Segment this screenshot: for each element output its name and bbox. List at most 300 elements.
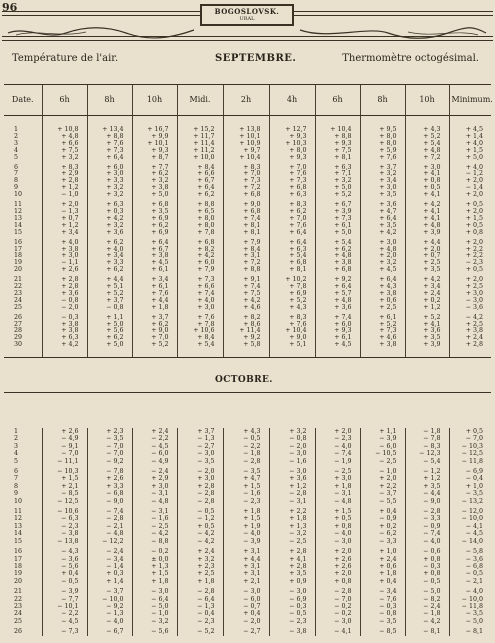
temperature-cell: − 4,0 xyxy=(449,585,491,595)
temperature-cell: − 1,6 xyxy=(269,458,315,465)
table-row xyxy=(4,458,491,465)
column-header: 10h xyxy=(405,85,449,116)
temperature-cell: + 4,2 xyxy=(87,216,132,223)
temperature-cell: + 3,8 xyxy=(42,247,87,254)
temperature-cell: + 3,2 xyxy=(360,260,405,267)
temperature-cell: − 6,4 xyxy=(177,596,223,603)
temperature-cell: + 6,4 xyxy=(177,185,223,192)
temperature-cell: + 1,4 xyxy=(449,134,491,141)
temperature-cell: + 9,7 xyxy=(223,148,269,155)
table-row xyxy=(4,428,491,435)
temperature-cell: + 6,7 xyxy=(315,199,360,209)
month-title-october: OCTOBRE. xyxy=(215,375,273,385)
temperature-cell: − 4,2 xyxy=(449,312,491,322)
temperature-cell: + 7,0 xyxy=(269,162,315,172)
temperature-cell: − 3,5 xyxy=(87,435,132,442)
temperature-cell: − 7,0 xyxy=(42,450,87,457)
temperature-cell: + 5,9 xyxy=(360,148,405,155)
temperature-cell: + 3,9 xyxy=(405,342,449,357)
temperature-cell: + 2,4 xyxy=(405,291,449,298)
temperature-cell: − 3,0 xyxy=(315,618,360,625)
temperature-cell: + 8,3 xyxy=(269,312,315,322)
temperature-cell: + 4,1 xyxy=(269,556,315,563)
temperature-cell: + 1,5 xyxy=(449,216,491,223)
temperature-cell: − 5,6 xyxy=(42,563,87,570)
temperature-cell: + 8,0 xyxy=(177,216,223,223)
table-row xyxy=(4,475,491,482)
temperature-cell: − 2,5 xyxy=(315,465,360,475)
table-row xyxy=(4,596,491,603)
date-cell: 11 xyxy=(14,201,23,209)
temperature-cell: + 3,4 xyxy=(405,284,449,291)
temperature-cell: − 3,7 xyxy=(87,585,132,595)
temperature-cell: + 1,5 xyxy=(42,475,87,482)
temperature-cell: − 10,0 xyxy=(449,596,491,603)
temperature-cell: + 0,5 xyxy=(177,523,223,530)
temperature-cell: − 2,1 xyxy=(87,523,132,530)
temperature-cell: − 5,8 xyxy=(449,545,491,555)
date-cell: 30 xyxy=(4,342,42,357)
table-row xyxy=(4,530,491,537)
temperature-cell: + 3,8 xyxy=(132,185,177,192)
temperature-cell: + 3,7 xyxy=(177,428,223,435)
table-row xyxy=(4,563,491,570)
temperature-cell: + 7,4 xyxy=(223,284,269,291)
temperature-cell: + 1,5 xyxy=(223,483,269,490)
temperature-cell: + 4,1 xyxy=(405,216,449,223)
temperature-cell: + 7,0 xyxy=(132,335,177,342)
temperature-cell: − 0,8 xyxy=(42,298,87,305)
temperature-cell: + 7,3 xyxy=(177,274,223,284)
temperature-cell: − 12,3 xyxy=(405,450,449,457)
temperature-cell: + 1,8 xyxy=(360,570,405,577)
temperature-cell: + 3,0 xyxy=(360,237,405,247)
temperature-cell: + 1,8 xyxy=(177,578,223,585)
temperature-cell: + 6,9 xyxy=(132,230,177,237)
column-header: 2h xyxy=(223,85,269,116)
date-cell: 23 xyxy=(14,602,23,610)
temperature-cell: + 8,1 xyxy=(223,230,269,237)
temperature-cell: + 2,0 xyxy=(360,475,405,482)
date-cell: 15 xyxy=(14,228,23,236)
temperature-cell: + 3,4 xyxy=(42,230,87,237)
temperature-cell: − 0,2 xyxy=(132,545,177,555)
temperature-cell: + 3,0 xyxy=(177,305,223,312)
temperature-cell: − 2,3 xyxy=(42,523,87,530)
temperature-cell: + 4,5 xyxy=(449,116,491,134)
temperature-cell: + 8,4 xyxy=(177,335,223,342)
temperature-cell: − 3,9 xyxy=(42,585,87,595)
temperature-cell: + 7,0 xyxy=(223,171,269,178)
date-cell: 16 xyxy=(14,238,23,246)
temperature-cell: + 3,9 xyxy=(315,209,360,216)
table-row xyxy=(4,556,491,563)
temperature-cell: + 5,8 xyxy=(223,342,269,357)
temperature-cell: + 9,0 xyxy=(132,328,177,335)
temperature-cell: − 0,9 xyxy=(360,515,405,522)
temperature-cell: + 2,4 xyxy=(449,335,491,342)
temperature-cell: + 6,7 xyxy=(177,178,223,185)
temperature-cell: − 3,5 xyxy=(177,458,223,465)
temperature-cell: + 5,4 xyxy=(405,141,449,148)
temperature-cell: + 5,4 xyxy=(269,253,315,260)
temperature-cell: − 0,5 xyxy=(449,570,491,577)
temperature-cell: − 2,7 xyxy=(223,625,269,635)
temperature-cell: + 3,2 xyxy=(132,178,177,185)
temperature-cell: − 6,7 xyxy=(87,625,132,635)
temperature-cell: + 4,0 xyxy=(42,237,87,247)
table-row xyxy=(4,305,491,312)
temperature-cell: − 8,5 xyxy=(42,490,87,497)
temperature-cell: − 7,3 xyxy=(42,625,87,635)
temperature-cell: + 6,5 xyxy=(177,209,223,216)
temperature-cell: + 8,8 xyxy=(315,134,360,141)
temperature-cell: + 3,5 xyxy=(360,223,405,230)
temperature-cell: + 4,8 xyxy=(360,247,405,254)
temperature-cell: − 10,3 xyxy=(449,443,491,450)
temperature-cell: + 3,0 xyxy=(405,162,449,172)
temperature-cell: + 8,1 xyxy=(315,155,360,162)
temperature-cell: + 6,0 xyxy=(87,162,132,172)
temperature-cell: − 3,0 xyxy=(269,465,315,475)
temperature-cell: + 1,2 xyxy=(269,483,315,490)
column-header: 6h xyxy=(42,85,87,116)
temperature-cell: + 6,8 xyxy=(269,185,315,192)
date-cell: 8 xyxy=(14,177,19,185)
date-cell: 12 xyxy=(14,515,23,523)
date-cell: 12 xyxy=(14,207,23,215)
temperature-cell: + 7,5 xyxy=(315,148,360,155)
temperature-cell: − 6,3 xyxy=(42,515,87,522)
temperature-cell: − 6,8 xyxy=(87,490,132,497)
temperature-cell: + 10,3 xyxy=(269,141,315,148)
temperature-cell: − 10,5 xyxy=(360,450,405,457)
temperature-cell: + 3,1 xyxy=(223,545,269,555)
temperature-cell: + 0,8 xyxy=(405,556,449,563)
temperature-cell: + 4,6 xyxy=(223,305,269,312)
temperature-cell: + 4,4 xyxy=(87,274,132,284)
temperature-cell: + 1,1 xyxy=(360,428,405,435)
temperature-cell: + 3,2 xyxy=(42,155,87,162)
temperature-cell: + 0,6 xyxy=(360,298,405,305)
temperature-cell: − 3,3 xyxy=(360,538,405,545)
temperature-cell: + 1,8 xyxy=(132,305,177,312)
temperature-cell: + 2,1 xyxy=(42,483,87,490)
temperature-cell: − 7,0 xyxy=(87,443,132,450)
temperature-cell: + 3,0 xyxy=(315,475,360,482)
table-row xyxy=(4,505,491,515)
table-row xyxy=(4,230,491,237)
temperature-cell: − 3,2 xyxy=(269,530,315,537)
temperature-cell: − 1,8 xyxy=(223,450,269,457)
temperature-cell: + 1,8 xyxy=(315,483,360,490)
column-header: Midi. xyxy=(177,85,223,116)
temperature-cell: + 1,2 xyxy=(405,305,449,312)
temperature-cell: − 3,0 xyxy=(223,585,269,595)
temperature-cell: − 3,1 xyxy=(315,490,360,497)
temperature-cell: + 2,0 xyxy=(42,199,87,209)
temperature-cell: + 6,1 xyxy=(315,223,360,230)
temperature-cell: + 3,6 xyxy=(87,230,132,237)
temperature-cell: + 4,4 xyxy=(223,556,269,563)
temperature-cell: − 4,0 xyxy=(315,443,360,450)
temperature-cell: + 6,4 xyxy=(360,274,405,284)
temperature-cell: + 2,2 xyxy=(449,247,491,254)
temperature-cell: + 6,3 xyxy=(269,192,315,199)
temperature-cell: − 3,1 xyxy=(269,498,315,505)
date-cell: 25 xyxy=(14,617,23,625)
table-row xyxy=(4,267,491,274)
temperature-cell: − 0,5 xyxy=(223,435,269,442)
temperature-cell: + 8,2 xyxy=(223,312,269,322)
temperature-cell: − 8,3 xyxy=(405,443,449,450)
temperature-cell: + 11,4 xyxy=(177,141,223,148)
temperature-cell: + 10,4 xyxy=(315,116,360,134)
temperature-cell: + 4,2 xyxy=(360,230,405,237)
date-cell: 4 xyxy=(14,450,19,458)
temperature-cell: − 2,8 xyxy=(405,505,449,515)
temperature-cell: + 3,9 xyxy=(405,230,449,237)
temperature-cell: + 7,6 xyxy=(132,291,177,298)
temperature-cell: + 0,3 xyxy=(87,570,132,577)
temperature-cell: + 3,1 xyxy=(223,570,269,577)
temperature-cell: + 9,3 xyxy=(132,148,177,155)
temperature-cell: + 4,2 xyxy=(223,298,269,305)
temperature-cell: + 6,7 xyxy=(132,247,177,254)
date-cell: 9 xyxy=(14,490,19,498)
temperature-cell: + 6,8 xyxy=(223,192,269,199)
temperature-cell: + 0,4 xyxy=(360,505,405,515)
temperature-cell: − 2,0 xyxy=(177,465,223,475)
temperature-cell: + 2,6 xyxy=(315,556,360,563)
temperature-cell: + 6,3 xyxy=(87,199,132,209)
temperature-cell: + 3,8 xyxy=(360,291,405,298)
temperature-cell: + 3,4 xyxy=(360,178,405,185)
temperature-cell: + 4,2 xyxy=(405,274,449,284)
temperature-cell: + 5,0 xyxy=(87,322,132,329)
temperature-cell: + 5,1 xyxy=(269,342,315,357)
temperature-cell: + 2,8 xyxy=(42,284,87,291)
temperature-cell: − 3,0 xyxy=(132,585,177,595)
table-row xyxy=(4,578,491,585)
temperature-cell: − 3,9 xyxy=(360,435,405,442)
temperature-cell: + 8,7 xyxy=(132,155,177,162)
temperature-cell: + 8,8 xyxy=(223,267,269,274)
temperature-cell: − 5,0 xyxy=(132,603,177,610)
temperature-cell: + 9,9 xyxy=(132,134,177,141)
table-row xyxy=(4,443,491,450)
temperature-cell: + 2,8 xyxy=(177,483,223,490)
temperature-cell: + 8,3 xyxy=(223,162,269,172)
temperature-cell: + 4,1 xyxy=(405,192,449,199)
temperature-cell: + 2,0 xyxy=(315,570,360,577)
temperature-cell: + 9,1 xyxy=(223,274,269,284)
temperature-cell: − 9,2 xyxy=(87,458,132,465)
october-rule xyxy=(4,392,491,393)
date-cell: 18 xyxy=(14,562,23,570)
temperature-cell: + 9,3 xyxy=(315,141,360,148)
date-cell: 21 xyxy=(14,588,23,596)
date-cell: 25 xyxy=(14,303,23,311)
temperature-cell: + 5,0 xyxy=(315,185,360,192)
temperature-cell: + 2,9 xyxy=(132,475,177,482)
temperature-cell: + 3,2 xyxy=(87,223,132,230)
temperature-cell: + 5,7 xyxy=(315,291,360,298)
temperature-cell: − 3,6 xyxy=(449,305,491,312)
temperature-cell: − 1,3 xyxy=(87,610,132,617)
temperature-cell: + 1,8 xyxy=(223,505,269,515)
temperature-cell: + 1,2 xyxy=(405,475,449,482)
temperature-cell: − 6,0 xyxy=(223,596,269,603)
temperature-cell: + 4,6 xyxy=(360,335,405,342)
temperature-cell: + 11,2 xyxy=(177,148,223,155)
header-rule-lower xyxy=(2,36,493,41)
temperature-cell: + 5,2 xyxy=(405,312,449,322)
temperature-cell: − 4,0 xyxy=(405,538,449,545)
temperature-cell: − 12,5 xyxy=(42,498,87,505)
temperature-cell: + 6,8 xyxy=(177,237,223,247)
temperature-cell: − 11,8 xyxy=(449,603,491,610)
temperature-cell: + 4,3 xyxy=(360,284,405,291)
date-cell: 29 xyxy=(14,334,23,342)
date-cell: 17 xyxy=(14,555,23,563)
temperature-cell: + 5,6 xyxy=(87,328,132,335)
date-cell: 19 xyxy=(14,259,23,267)
temperature-cell: + 0,8 xyxy=(449,230,491,237)
temperature-cell: + 8,0 xyxy=(360,134,405,141)
temperature-cell: − 1,2 xyxy=(177,515,223,522)
date-cell: 14 xyxy=(14,530,23,538)
temperature-cell: + 3,7 xyxy=(132,312,177,322)
temperature-cell: − 4,9 xyxy=(42,435,87,442)
temperature-cell: − 7,0 xyxy=(87,450,132,457)
temperature-cell: + 4,5 xyxy=(315,342,360,357)
temperature-cell: + 16,7 xyxy=(132,116,177,134)
temperature-cell: + 5,2 xyxy=(132,342,177,357)
temperature-cell: + 6,1 xyxy=(315,335,360,342)
temperature-cell: − 4,5 xyxy=(449,530,491,537)
date-cell: 7 xyxy=(14,475,19,483)
temperature-cell: − 3,0 xyxy=(449,298,491,305)
temperature-cell: + 6,1 xyxy=(132,267,177,274)
date-cell: 28 xyxy=(14,327,23,335)
temperature-cell: + 7,6 xyxy=(87,141,132,148)
temperature-cell: + 5,2 xyxy=(269,298,315,305)
temperature-cell: + 7,3 xyxy=(315,216,360,223)
temperature-cell: + 1,3 xyxy=(132,563,177,570)
temperature-cell: + 5,4 xyxy=(315,237,360,247)
temperature-cell: + 6,4 xyxy=(87,155,132,162)
temperature-cell: − 12,0 xyxy=(449,505,491,515)
temperature-cell: + 10,4 xyxy=(269,328,315,335)
temperature-cell: − 4,1 xyxy=(449,523,491,530)
temperature-cell: + 7,6 xyxy=(360,155,405,162)
temperature-cell: + 2,8 xyxy=(42,178,87,185)
temperature-cell: − 1,8 xyxy=(405,610,449,617)
date-cell: 20 xyxy=(14,266,23,274)
temperature-cell: + 0,8 xyxy=(405,570,449,577)
temperature-cell: − 7,8 xyxy=(87,465,132,475)
temperature-cell: + 2,5 xyxy=(177,570,223,577)
temperature-cell: − 7,4 xyxy=(405,530,449,537)
table-row xyxy=(4,450,491,457)
temperature-cell: + 9,2 xyxy=(223,335,269,342)
temperature-cell: + 3,5 xyxy=(269,570,315,577)
temperature-cell: − 4,2 xyxy=(177,538,223,545)
temperature-cell: + 3,8 xyxy=(449,328,491,335)
temperature-cell: + 4,0 xyxy=(449,141,491,148)
temperature-cell: + 5,0 xyxy=(87,342,132,357)
table-row xyxy=(4,237,491,247)
table-row xyxy=(4,435,491,442)
temperature-cell: + 7,3 xyxy=(223,178,269,185)
temperature-cell: + 6,3 xyxy=(269,247,315,254)
temperature-cell: − 2,1 xyxy=(449,578,491,585)
date-cell: 15 xyxy=(14,537,23,545)
temperature-cell: + 4,0 xyxy=(449,162,491,172)
temperature-cell: + 7,5 xyxy=(223,291,269,298)
temperature-cell: + 5,2 xyxy=(87,291,132,298)
temperature-cell: − 1,1 xyxy=(42,260,87,267)
temperature-cell: − 1,2 xyxy=(449,171,491,178)
temperature-cell: + 8,1 xyxy=(269,267,315,274)
temperature-cell: + 7,3 xyxy=(269,178,315,185)
temperature-cell: − 0,2 xyxy=(315,603,360,610)
date-cell: 2 xyxy=(14,132,19,140)
temperature-cell: + 1,5 xyxy=(223,515,269,522)
temperature-cell: + 10,4 xyxy=(223,155,269,162)
temperature-cell: − 11,1 xyxy=(42,458,87,465)
temperature-cell: − 3,0 xyxy=(315,538,360,545)
temperature-cell: − 5,0 xyxy=(405,585,449,595)
temperature-cell: + 3,8 xyxy=(315,260,360,267)
temperature-cell: − 0,5 xyxy=(42,578,87,585)
temperature-cell: − 3,8 xyxy=(42,530,87,537)
temperature-cell: − 4,0 xyxy=(223,530,269,537)
temperature-cell: − 4,2 xyxy=(405,618,449,625)
table-row xyxy=(4,570,491,577)
temperature-cell: − 3,4 xyxy=(87,556,132,563)
temperature-cell: + 4,3 xyxy=(405,116,449,134)
temperature-cell: + 7,6 xyxy=(269,223,315,230)
temperature-cell: + 1,5 xyxy=(449,148,491,155)
temperature-cell: + 3,2 xyxy=(87,192,132,199)
temperature-cell: − 2,8 xyxy=(87,515,132,522)
temperature-cell: − 7,4 xyxy=(87,505,132,515)
temperature-cell: − 12,2 xyxy=(87,538,132,545)
date-cell: 27 xyxy=(14,320,23,328)
temperature-cell: + 3,1 xyxy=(223,563,269,570)
temperature-cell: + 4,4 xyxy=(132,298,177,305)
table-row xyxy=(4,498,491,505)
temperature-cell: + 1,4 xyxy=(87,578,132,585)
temperature-cell: − 1,3 xyxy=(177,435,223,442)
temperature-cell: − 11,8 xyxy=(449,458,491,465)
temperature-cell: + 7,2 xyxy=(405,155,449,162)
column-header: 8h xyxy=(360,85,405,116)
temperature-cell: + 6,0 xyxy=(315,322,360,329)
temperature-cell: + 7,2 xyxy=(223,260,269,267)
temperature-cell: − 7,0 xyxy=(315,596,360,603)
temperature-cell: − 10,1 xyxy=(42,603,87,610)
temperature-cell: + 3,6 xyxy=(315,305,360,312)
date-cell: 8 xyxy=(14,482,19,490)
temperature-cell: + 4,0 xyxy=(87,247,132,254)
temperature-cell: + 7,3 xyxy=(87,148,132,155)
temperature-cell: − 1,0 xyxy=(360,465,405,475)
date-cell: 5 xyxy=(14,457,19,465)
temperature-cell: − 2,2 xyxy=(42,610,87,617)
